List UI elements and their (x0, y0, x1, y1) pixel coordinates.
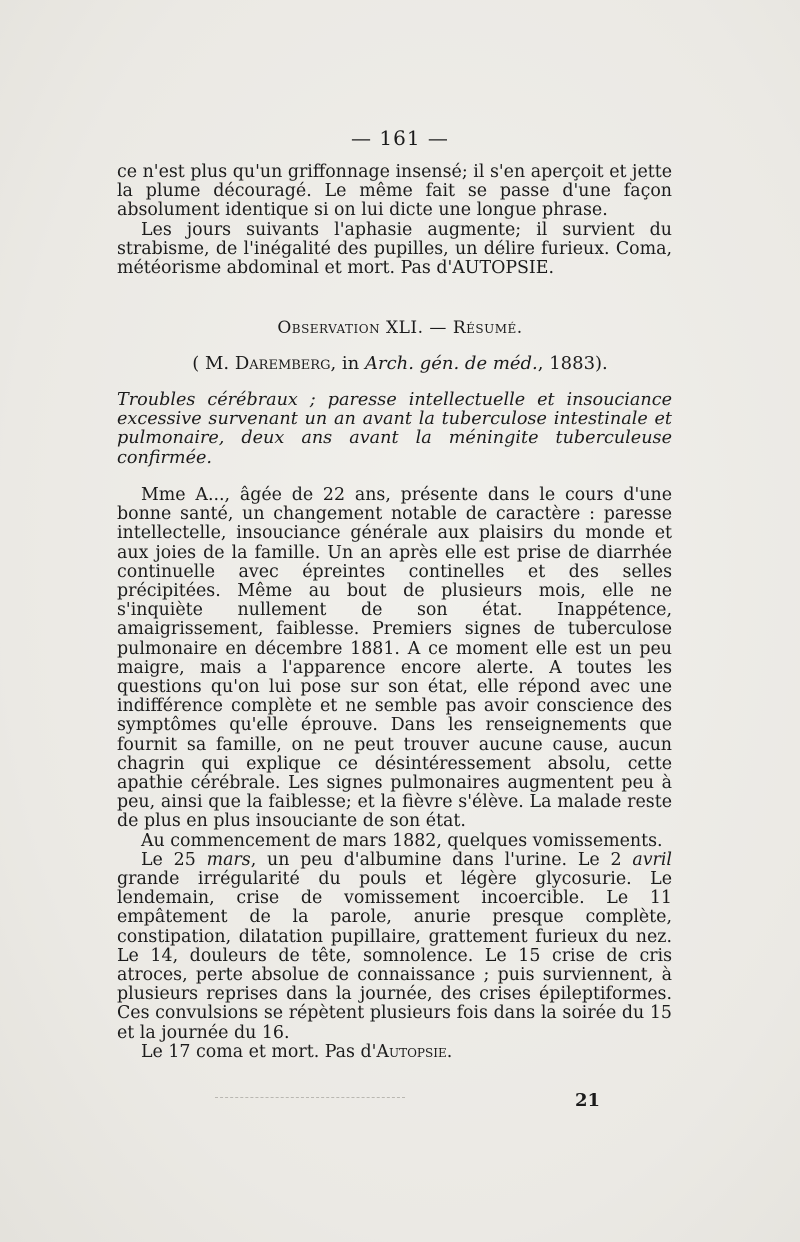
case-paragraph-3 (117, 851, 672, 1043)
case-paragraph-3-a: Le 25 (141, 849, 207, 870)
case-paragraph-4-text: Le 17 coma et mort. Pas d' (141, 1041, 377, 1062)
reference-author: Daremberg (234, 353, 331, 374)
summary-section (117, 391, 672, 468)
reference-mid: , in (330, 353, 365, 374)
case-mars: mars (206, 849, 251, 870)
observation-separator: — (423, 318, 453, 338)
summary-paragraph: Troubles cérébraux ; paresse intellectuelle et insouciance excessive survenant un an avant la tuberculose intestinale et pulmonaire, deux ans avant la méningite tuberculeuse confirmée. (117, 390, 672, 468)
case-paragraph-1: Mme A..., âgée de 22 ans, présente dans le cours d'une bonne santé, un changement notable de caractère : paresse intellectelle, insouciance générale aux plaisirs du monde et aux joies de la famille. Un an après elle est prise de diarrhée continuelle avec épreintes continelles et des selles précipitées. Même au bout de plusieurs mois, elle ne s'inquiète nullement de son état. Inappétence, amaigrissement, faiblesse. Premiers signes de tuberculose pulmonaire en décembre 1881. A ce moment elle est un peu maigre, mais a l'apparence encore alerte. A toutes les questions qu'on lui pose sur son état, elle répond avec une indifférence complète et ne semble pas avoir conscience des symptômes qu'elle éprouve. Dans les renseignements que fournit sa famille, on ne peut trouver aucune cause, aucun chagrin qui explique ce désintéressement absolu, cette apathie cérébrale. Les signes pulmonaires augmentent peu à peu, ainsi que la faiblesse; et la fièvre s'élève. La malade reste de plus en plus insouciante de son état. (117, 485, 672, 832)
observation-title (0, 318, 800, 338)
case-avril: avril (632, 849, 672, 870)
case-paragraph-4-end: . (446, 1041, 453, 1062)
intro-paragraph-2-end: . (548, 258, 555, 279)
observation-resume: Résumé. (452, 318, 523, 338)
intro-paragraph-2-text: Les jours suivants l'aphasie augmente; il survient du strabisme, de l'inégalité des pupilles, un délire furieux. Coma, météorisme abdominal et mort. Pas d' (117, 219, 672, 279)
case-paragraph-2: Au commencement de mars 1882, quelques vomissements. (141, 830, 663, 851)
signature-mark: 21 (575, 1090, 601, 1111)
footer-rule (215, 1097, 405, 1098)
page-number: — 161 — (351, 126, 449, 150)
reference-journal: Arch. gén. de méd. (364, 353, 538, 374)
observation-label: Observation XLI. (277, 318, 424, 338)
case-paragraph-3-c: grande irrégularité du pouls et légère glycosurie. Le lendemain, crise de vomissement incoercible. Le 11 empâtement de la parole, anurie presque complète, constipation, dilatation pupillaire, grattement furieux du nez. Le 14, douleurs de tête, somnolence. Le 15 crise de cris atroces, perte absolue de connaissance ; puis surviennent, à plusieurs reprises dans la journée, des crises épileptiformes. Ces convulsions se répètent plusieurs fois dans la soirée du 15 et la journée du 16. (117, 869, 672, 1043)
case-section (117, 486, 672, 1062)
reference-year: , 1883). (537, 353, 608, 374)
autopsie-word: AUTOPSIE (452, 258, 549, 279)
observation-reference (0, 353, 800, 374)
reference-open: ( M. (192, 353, 235, 374)
intro-paragraph-2 (117, 221, 672, 279)
intro-section (117, 163, 672, 278)
autopsie-word-final: Autopsie (376, 1041, 447, 1062)
case-paragraph-3-b: , un peu d'albumine dans l'urine. Le 2 (250, 849, 633, 870)
intro-paragraph-1: ce n'est plus qu'un griffonnage insensé; il s'en aperçoit et jette la plume découragé. Le même fait se passe d'une façon absolument identique si on lui dicte une longue phrase. (117, 162, 672, 221)
case-paragraph-4 (117, 1043, 672, 1062)
